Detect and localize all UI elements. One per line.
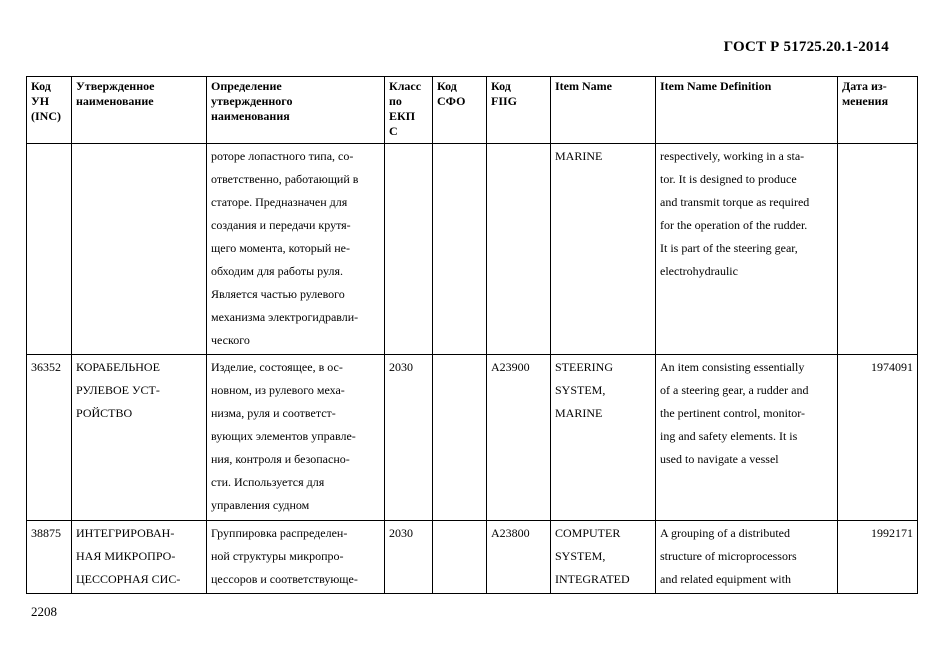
page-number: 2208 xyxy=(31,604,57,619)
cell-text-line: механизма электрогидравли- xyxy=(211,310,359,324)
cell-text-line: Класс xyxy=(389,79,422,93)
cell-text-line: SYSTEM, xyxy=(555,549,606,563)
cell-text-line: управления судном xyxy=(211,498,310,512)
cell-text-line: tor. It is designed to produce xyxy=(660,172,797,186)
cell-text-line: Код xyxy=(491,79,511,93)
cell-text-line: Группировка распределен- xyxy=(211,526,348,540)
cell-text-line: статоре. Предназначен для xyxy=(211,195,348,209)
cell-class xyxy=(385,144,433,355)
cell-text-line: новном, из рулевого меха- xyxy=(211,383,345,397)
header-change-date xyxy=(838,77,918,144)
cell-definition xyxy=(207,355,385,521)
cell-text-line: утвержденного xyxy=(211,94,293,108)
header-sfo-code xyxy=(433,77,487,144)
table-row xyxy=(27,144,918,355)
header-item-name-definition xyxy=(656,77,838,144)
cell-text-line: the pertinent control, monitor- xyxy=(660,406,806,420)
table-row xyxy=(27,521,918,594)
cell-date xyxy=(838,144,918,355)
cell-text-line: НАЯ МИКРОПРО- xyxy=(76,549,176,563)
cell-text-line: С xyxy=(389,124,398,138)
cell-approved-name xyxy=(72,521,207,594)
cell-text-line: Дата из- xyxy=(842,79,887,93)
cell-text-line: INTEGRATED xyxy=(555,572,630,586)
cell-text-line: ing and safety elements. It is xyxy=(660,429,798,443)
cell-text-line: УН xyxy=(31,94,50,108)
cell-fiig: A23900 xyxy=(487,355,551,521)
cell-text-line: It is part of the steering gear, xyxy=(660,241,798,255)
cell-text-line: Изделие, состоящее, в ос- xyxy=(211,360,343,374)
cell-text-line: FIIG xyxy=(491,94,518,108)
cell-text-line: Определение xyxy=(211,79,282,93)
header-item-name xyxy=(551,77,656,144)
cell-sfo xyxy=(433,521,487,594)
table-row xyxy=(27,355,918,521)
cell-class: 2030 xyxy=(385,355,433,521)
cell-text-line: and related equipment with xyxy=(660,572,791,586)
cell-text-line: ИНТЕГРИРОВАН- xyxy=(76,526,175,540)
cell-definition xyxy=(207,521,385,594)
header-approved-name xyxy=(72,77,207,144)
cell-approved-name xyxy=(72,355,207,521)
cell-text-line: Утвержденное xyxy=(76,79,155,93)
cell-text-line: щего момента, который не- xyxy=(211,241,350,255)
cell-text-line: менения xyxy=(842,94,889,108)
cell-text-line: for the operation of the rudder. xyxy=(660,218,808,232)
cell-text-line: Код xyxy=(31,79,51,93)
cell-text-line: сти. Используется для xyxy=(211,475,325,489)
table-header-row xyxy=(27,77,918,144)
document-standard-header: ГОСТ Р 51725.20.1-2014 xyxy=(723,39,889,55)
cell-inc xyxy=(27,144,72,355)
cell-fiig xyxy=(487,144,551,355)
cell-text-line: used to navigate a vessel xyxy=(660,452,779,466)
header-name-definition xyxy=(207,77,385,144)
cell-text-line: по xyxy=(389,94,402,108)
cell-item-definition xyxy=(656,355,838,521)
header-ekps-class xyxy=(385,77,433,144)
cell-sfo xyxy=(433,144,487,355)
cell-text-line: Item Name Definition xyxy=(660,79,772,93)
cell-text-line: создания и передачи крутя- xyxy=(211,218,351,232)
cell-fiig: A23800 xyxy=(487,521,551,594)
cell-text-line: A grouping of a distributed xyxy=(660,526,790,540)
cell-text-line: ческого xyxy=(211,333,250,347)
cell-date: 1974091 xyxy=(838,355,918,521)
cell-item-name xyxy=(551,521,656,594)
cell-text-line: COMPUTER xyxy=(555,526,621,540)
cell-text-line: MARINE xyxy=(555,149,603,163)
cell-class: 2030 xyxy=(385,521,433,594)
cell-text-line: and transmit torque as required xyxy=(660,195,810,209)
cell-approved-name xyxy=(72,144,207,355)
cell-item-name xyxy=(551,144,656,355)
cell-text-line: РУЛЕВОЕ УСТ- xyxy=(76,383,160,397)
header-inc xyxy=(27,77,72,144)
cell-text-line: ЕКП xyxy=(389,109,416,123)
cell-text-line: An item consisting essentially xyxy=(660,360,805,374)
cell-text-line: обходим для работы руля. xyxy=(211,264,343,278)
cell-text-line: низма, руля и соответст- xyxy=(211,406,336,420)
cell-text-line: ответственно, работающий в xyxy=(211,172,359,186)
cell-text-line: respectively, working in a sta- xyxy=(660,149,805,163)
cell-text-line: цессоров и соответствующе- xyxy=(211,572,358,586)
cell-sfo xyxy=(433,355,487,521)
cell-inc: 36352 xyxy=(27,355,72,521)
cell-text-line: structure of microprocessors xyxy=(660,549,797,563)
cell-item-name xyxy=(551,355,656,521)
cell-text-line: РОЙСТВО xyxy=(76,406,133,420)
cell-item-definition xyxy=(656,144,838,355)
cell-text-line: наименования xyxy=(211,109,290,123)
cell-date: 1992171 xyxy=(838,521,918,594)
cell-text-line: MARINE xyxy=(555,406,603,420)
cell-text-line: (INC) xyxy=(31,109,61,123)
cell-definition xyxy=(207,144,385,355)
cell-text-line: ной структуры микропро- xyxy=(211,549,344,563)
cell-text-line: electrohydraulic xyxy=(660,264,738,278)
cell-inc: 38875 xyxy=(27,521,72,594)
cell-text-line: SYSTEM, xyxy=(555,383,606,397)
cell-text-line: КОРАБЕЛЬНОЕ xyxy=(76,360,160,374)
cell-text-line: ния, контроля и безопасно- xyxy=(211,452,350,466)
cell-text-line: роторе лопастного типа, со- xyxy=(211,149,354,163)
cell-text-line: Код xyxy=(437,79,457,93)
cell-text-line: наименование xyxy=(76,94,154,108)
cell-text-line: Является частью рулевого xyxy=(211,287,345,301)
header-fiig-code xyxy=(487,77,551,144)
cell-item-definition xyxy=(656,521,838,594)
cell-text-line: Item Name xyxy=(555,79,612,93)
cell-text-line: of a steering gear, a rudder and xyxy=(660,383,809,397)
cell-text-line: вующих элементов управле- xyxy=(211,429,356,443)
cell-text-line: ЦЕССОРНАЯ СИС- xyxy=(76,572,181,586)
cell-text-line: STEERING xyxy=(555,360,613,374)
cell-text-line: СФО xyxy=(437,94,466,108)
nomenclature-table xyxy=(26,76,918,594)
